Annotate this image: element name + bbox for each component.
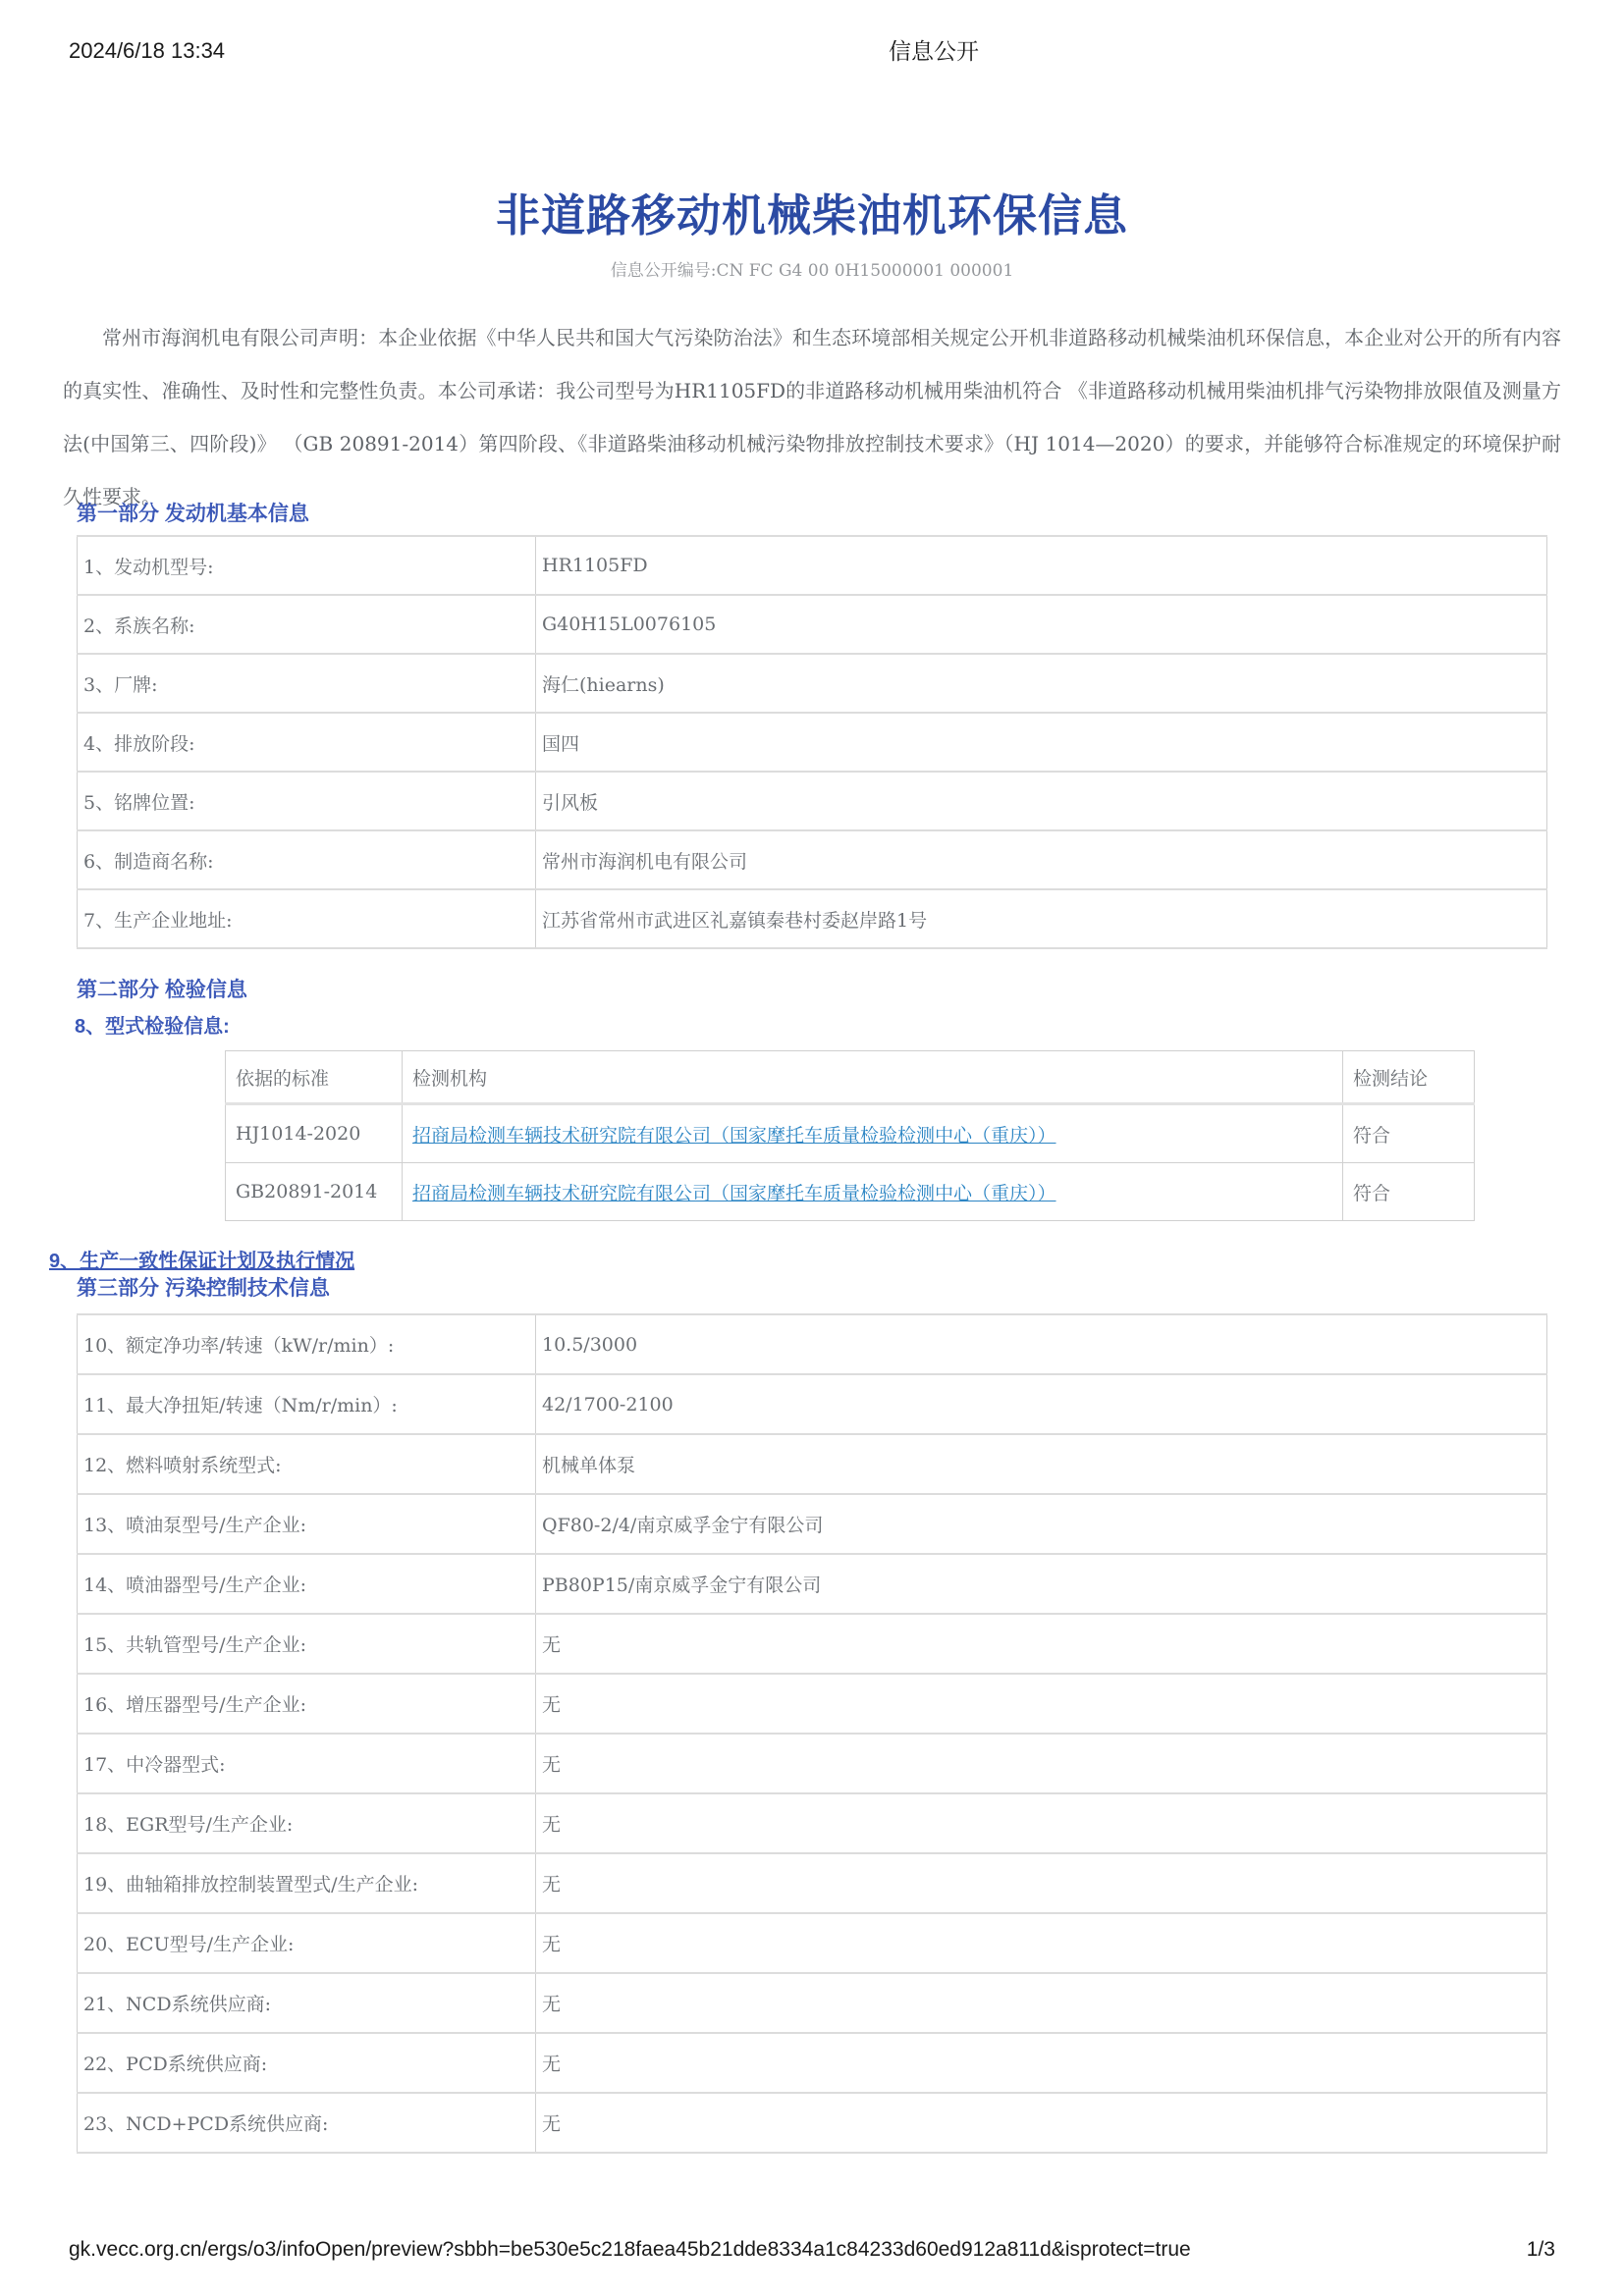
row-value: 常州市海润机电有限公司 [536,830,1547,889]
table-row [78,1494,1547,1554]
page-number: 1/3 [1526,2238,1555,2261]
row-label: 22、PCD系统供应商: [78,2033,536,2093]
table-row [78,1614,1547,1674]
table-row [78,2033,1547,2093]
print-datetime: 2024/6/18 13:34 [69,38,226,63]
row-label: 15、共轨管型号/生产企业: [78,1614,536,1674]
declaration-paragraph: 常州市海润机电有限公司声明：本企业依据《中华人民共和国大气污染防治法》和生态环境部相关规定公开机非道路移动机械柴油机环保信息，本企业对公开的所有内容的真实性、准确性、及时性和完整性负责。本公司承诺：我公司型号为HR1105FD的非道路移动机械用柴油机符合 《非道路移动机械用柴油机排气污染物排放限值及测量方法(中国第三、四阶段)》 （GB 20891-2014）第四阶段、《非道路柴油移动机械污染物排放控制技术要求》（HJ 1014—2020）的要求，并能够符合标准规定的环境保护耐久性要求。 [63,326,1561,508]
row-label: 1、发动机型号: [78,536,536,595]
pollution-control-table-body [78,1314,1547,2153]
table-row [78,713,1547,772]
inspection-standard: HJ1014-2020 [226,1104,403,1163]
row-label: 18、EGR型号/生产企业: [78,1793,536,1853]
table-row [78,1554,1547,1614]
inspection-header-row [226,1051,1475,1104]
production-consistency-link[interactable]: 9、生产一致性保证计划及执行情况 [49,1251,355,1272]
header-standard: 依据的标准 [226,1051,403,1104]
row-value: 无 [536,1913,1547,1973]
inspection-result: 符合 [1343,1163,1475,1221]
row-label: 21、NCD系统供应商: [78,1973,536,2033]
row-value: 引风板 [536,772,1547,830]
row-value: 无 [536,1734,1547,1793]
table-row [78,1314,1547,1374]
inspection-result: 符合 [1343,1104,1475,1163]
inspection-row [226,1163,1475,1221]
row-label: 17、中冷器型式: [78,1734,536,1793]
section1-heading: 第一部分 发动机基本信息 [77,503,309,525]
row-value: 无 [536,1853,1547,1913]
table-row [78,2093,1547,2153]
row-value: 无 [536,1614,1547,1674]
pollution-control-table [77,1313,1547,2154]
row-label: 10、额定净功率/转速（kW/r/min）: [78,1314,536,1374]
inspection-table [225,1050,1475,1221]
section3-heading: 第三部分 污染控制技术信息 [77,1277,330,1300]
inspection-standard: GB20891-2014 [226,1163,403,1221]
row-label: 20、ECU型号/生产企业: [78,1913,536,1973]
inspection-agency-link[interactable]: 招商局检测车辆技术研究院有限公司（国家摩托车质量检验检测中心（重庆）） [412,1124,1056,1147]
row-label: 6、制造商名称: [78,830,536,889]
row-label: 2、系族名称: [78,595,536,654]
row-label: 23、NCD+PCD系统供应商: [78,2093,536,2153]
engine-info-table [77,535,1547,949]
inspection-agency-cell [403,1163,1343,1221]
table-row [78,1973,1547,2033]
table-row [78,595,1547,654]
row-value: 无 [536,1674,1547,1734]
info-disclosure-code: 信息公开编号:CN FC G4 00 0H15000001 000001 [610,261,1014,281]
row-label: 4、排放阶段: [78,713,536,772]
page-title: 非道路移动机械柴油机环保信息 [495,190,1128,240]
header-agency: 检测机构 [403,1051,1343,1104]
inspection-table-body [226,1104,1475,1221]
row-label: 3、厂牌: [78,654,536,713]
table-row [78,536,1547,595]
engine-info-table-body [78,536,1547,948]
table-row [78,1674,1547,1734]
inspection-agency-link[interactable]: 招商局检测车辆技术研究院有限公司（国家摩托车质量检验检测中心（重庆）） [412,1182,1056,1204]
row-value: 无 [536,2033,1547,2093]
row-label: 7、生产企业地址: [78,889,536,948]
table-row [78,1434,1547,1494]
print-header-title: 信息公开 [889,38,979,64]
row-value: 江苏省常州市武进区礼嘉镇秦巷村委赵岸路1号 [536,889,1547,948]
row-value: PB80P15/南京威孚金宁有限公司 [536,1554,1547,1614]
table-row [78,654,1547,713]
table-row [78,1853,1547,1913]
row-value: 无 [536,2093,1547,2153]
row-value: 机械单体泵 [536,1434,1547,1494]
row-value: 无 [536,1973,1547,2033]
row-label: 19、曲轴箱排放控制装置型式/生产企业: [78,1853,536,1913]
type-test-info-label: 8、型式检验信息: [75,1016,230,1038]
footer-url: gk.vecc.org.cn/ergs/o3/infoOpen/preview?sbbh=be530e5c218faea45b21dde8334a1c84233d60ed912a811d&isprotect=true [69,2238,1191,2261]
row-label: 16、增压器型号/生产企业: [78,1674,536,1734]
row-label: 14、喷油器型号/生产企业: [78,1554,536,1614]
row-label: 11、最大净扭矩/转速（Nm/r/min）: [78,1374,536,1434]
row-value: 10.5/3000 [536,1314,1547,1374]
row-value: G40H15L0076105 [536,595,1547,654]
row-value: 海仁(hiearns) [536,654,1547,713]
row-label: 13、喷油泵型号/生产企业: [78,1494,536,1554]
header-result: 检测结论 [1343,1051,1475,1104]
inspection-table-head [226,1051,1475,1104]
row-label: 12、燃料喷射系统型式: [78,1434,536,1494]
section2-heading: 第二部分 检验信息 [77,979,247,1001]
row-value: 42/1700-2100 [536,1374,1547,1434]
inspection-agency-cell [403,1104,1343,1163]
table-row [78,1913,1547,1973]
table-row [78,1793,1547,1853]
table-row [78,1734,1547,1793]
table-row [78,830,1547,889]
table-row [78,772,1547,830]
row-value: QF80-2/4/南京威孚金宁有限公司 [536,1494,1547,1554]
inspection-row [226,1104,1475,1163]
row-label: 5、铭牌位置: [78,772,536,830]
row-value: 国四 [536,713,1547,772]
row-value: 无 [536,1793,1547,1853]
row-value: HR1105FD [536,536,1547,595]
table-row [78,889,1547,948]
table-row [78,1374,1547,1434]
